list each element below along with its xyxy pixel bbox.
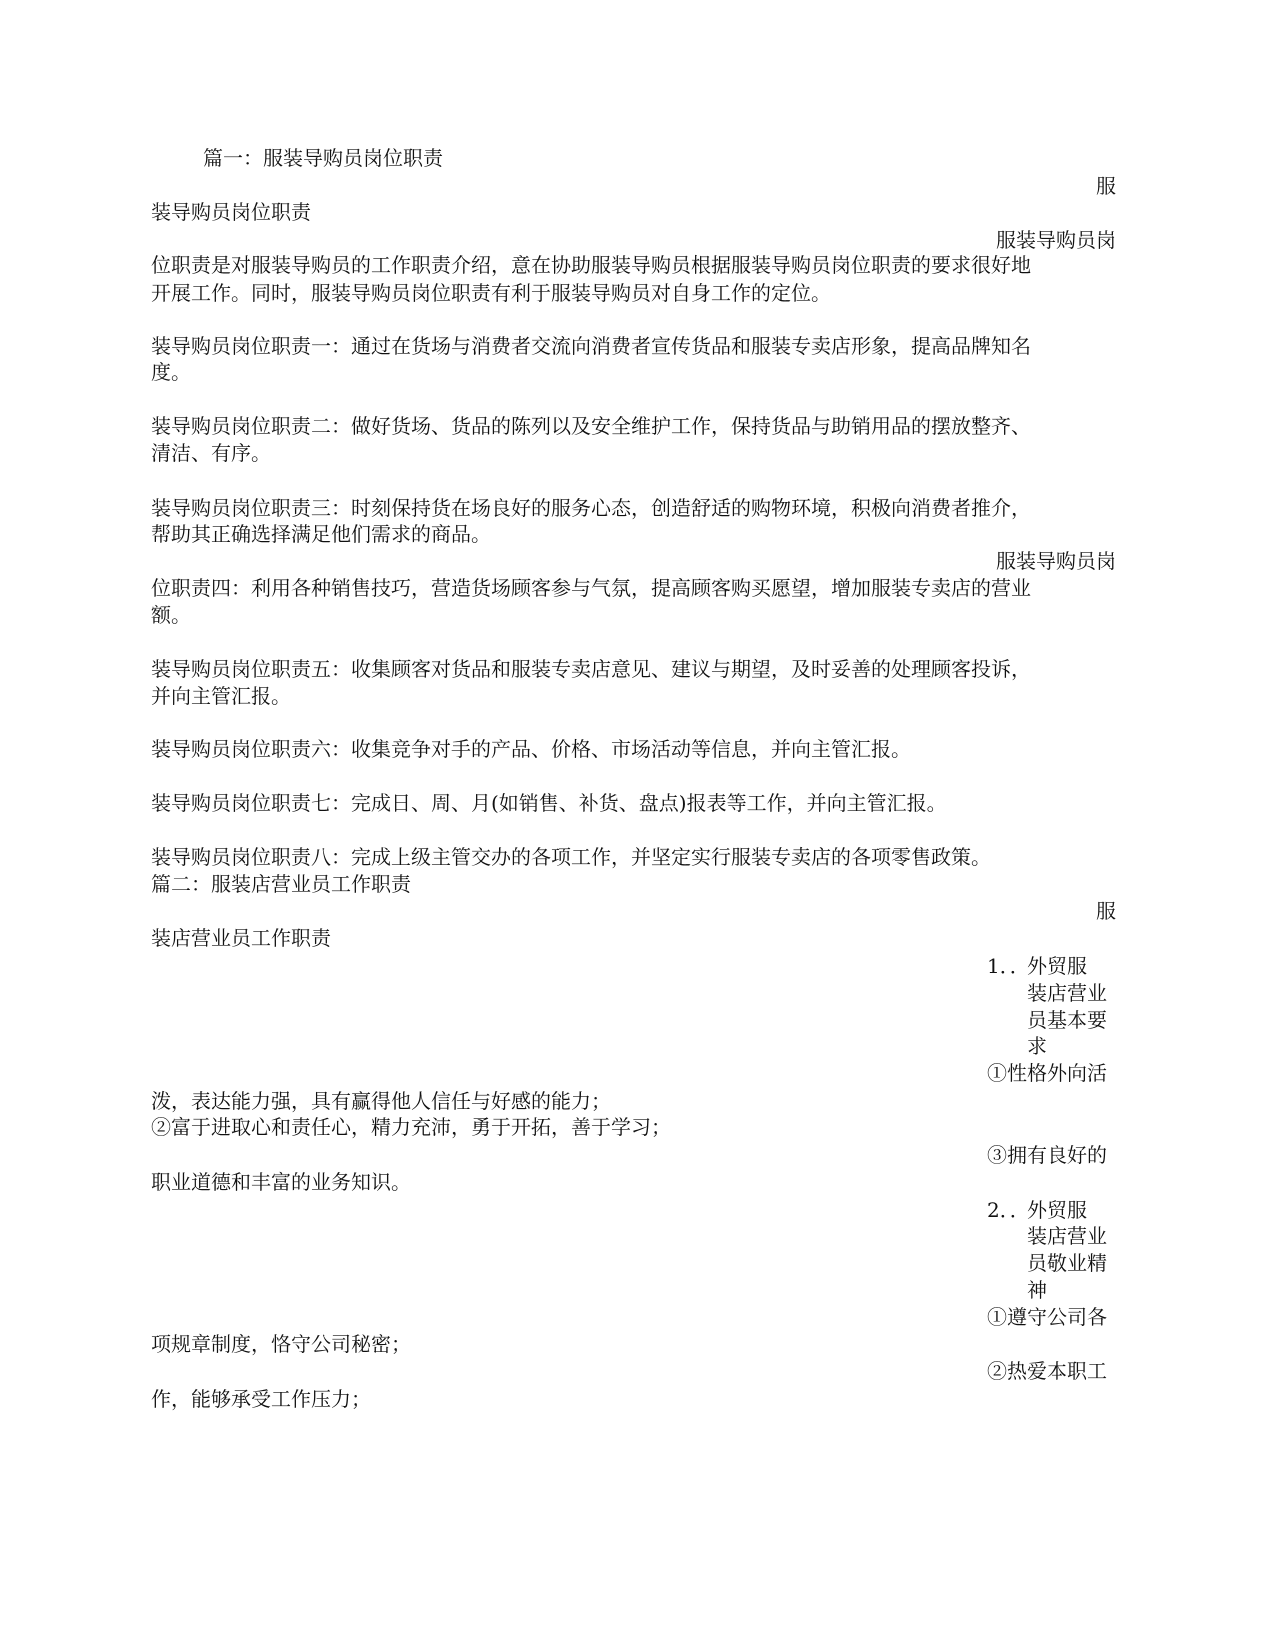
duty-1-line-2: 度。 — [151, 360, 191, 384]
duty-6: 装导购员岗位职责六：收集竞争对手的产品、价格、市场活动等信息，并向主管汇报。 — [151, 737, 911, 761]
item-2-title-line: 外贸服 — [1027, 1198, 1087, 1222]
item-2-number: 2．． — [987, 1198, 1030, 1222]
section2-title: 篇二：服装店营业员工作职责 — [151, 872, 411, 896]
item-1-title-line: 外贸服 — [1027, 954, 1087, 978]
requirement-3-fragment: ③拥有良好的 — [987, 1143, 1107, 1167]
item-2-title-line: 装店营业 — [1027, 1224, 1107, 1248]
section2-heading: 装店营业员工作职责 — [151, 926, 331, 950]
intro-line-1: 位职责是对服装导购员的工作职责介绍，意在协助服装导购员根据服装导购员岗位职责的要求很好地 — [151, 253, 1031, 277]
section2-heading-fragment: 服 — [1096, 899, 1116, 923]
item-1-title-line: 求 — [1027, 1034, 1047, 1058]
spirit-2: 作，能够承受工作压力； — [151, 1387, 371, 1411]
item-1-title-line: 员基本要 — [1027, 1008, 1107, 1032]
item-1-title-line: 装店营业 — [1027, 981, 1107, 1005]
duty-7: 装导购员岗位职责七：完成日、周、月(如销售、补货、盘点)报表等工作，并向主管汇报。 — [151, 791, 947, 815]
requirement-1: 泼，表达能力强，具有赢得他人信任与好感的能力； — [151, 1089, 611, 1113]
requirement-3: 职业道德和丰富的业务知识。 — [151, 1170, 411, 1194]
intro-fragment: 服装导购员岗 — [996, 228, 1116, 252]
item-2-title-line: 员敬业精 — [1027, 1251, 1107, 1275]
duty-3-line-2: 帮助其正确选择满足他们需求的商品。 — [151, 522, 491, 546]
item-1-number: 1．． — [987, 954, 1030, 978]
duty-5-line-2: 并向主管汇报。 — [151, 684, 291, 708]
duty-4-fragment: 服装导购员岗 — [996, 549, 1116, 573]
section1-heading: 装导购员岗位职责 — [151, 200, 311, 224]
duty-1-line-1: 装导购员岗位职责一：通过在货场与消费者交流向消费者宣传货品和服装专卖店形象，提高品牌知名 — [151, 334, 1031, 358]
spirit-1-fragment: ①遵守公司各 — [987, 1305, 1107, 1329]
requirement-1-fragment: ①性格外向活 — [987, 1061, 1107, 1085]
section1-title: 篇一：服装导购员岗位职责 — [203, 146, 443, 170]
spirit-2-fragment: ②热爱本职工 — [987, 1359, 1107, 1383]
duty-3-line-1: 装导购员岗位职责三：时刻保持货在场良好的服务心态，创造舒适的购物环境，积极向消费者推介， — [151, 496, 1031, 520]
duty-2-line-1: 装导购员岗位职责二：做好货场、货品的陈列以及安全维护工作，保持货品与助销用品的摆放整齐、 — [151, 414, 1031, 438]
duty-4-line-2: 额。 — [151, 603, 191, 627]
requirement-2: ②富于进取心和责任心，精力充沛，勇于开拓，善于学习； — [151, 1115, 671, 1139]
intro-line-2: 开展工作。同时，服装导购员岗位职责有利于服装导购员对自身工作的定位。 — [151, 281, 831, 305]
spirit-1: 项规章制度，恪守公司秘密； — [151, 1332, 411, 1356]
duty-4-line-1: 位职责四：利用各种销售技巧，营造货场顾客参与气氛，提高顾客购买愿望，增加服装专卖店的营业 — [151, 576, 1031, 600]
duty-5-line-1: 装导购员岗位职责五：收集顾客对货品和服装专卖店意见、建议与期望，及时妥善的处理顾客投诉， — [151, 657, 1031, 681]
section1-heading-fragment: 服 — [1096, 174, 1116, 198]
duty-8: 装导购员岗位职责八：完成上级主管交办的各项工作，并坚定实行服装专卖店的各项零售政策。 — [151, 845, 991, 869]
item-2-title-line: 神 — [1027, 1278, 1047, 1302]
duty-2-line-2: 清洁、有序。 — [151, 441, 271, 465]
